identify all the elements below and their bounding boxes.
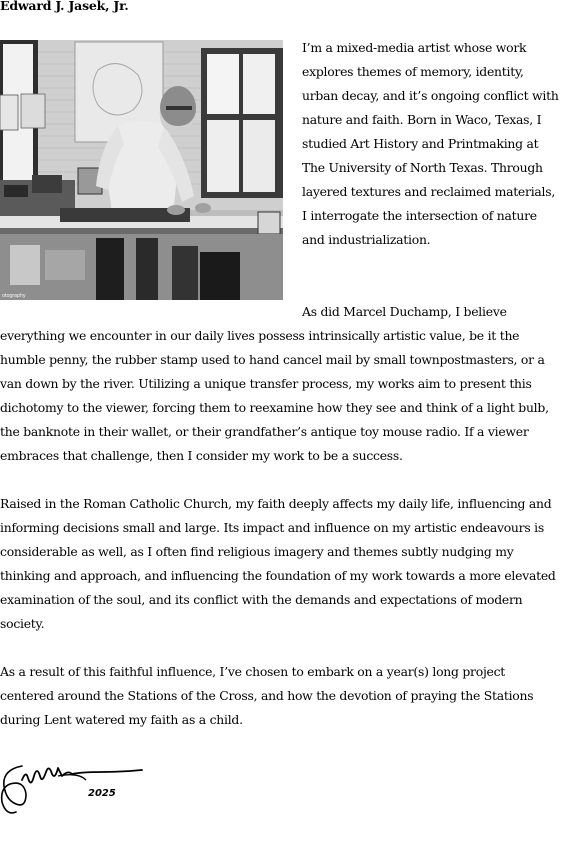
- paragraph-faith: Raised in the Roman Catholic Church, my faith deeply affects my daily life, influencing and informing decisions small and large. Its impact and influence on my artistic endeavours is considerable as well, as I often find religious imagery and themes subtly nudging my thinking and approach, and influencing the foundation of my work towards a more elevated examination of the soul, and its conflict with the demands and expectations of modern society.: [0, 496, 556, 631]
- signature-year: 2025: [88, 788, 116, 799]
- paragraph-duchamp: As did Marcel Duchamp, I believe everything we encounter in our daily lives possess intrinsically artistic value, be it the humble penny, the rubber stamp used to hand cancel mail by small townpostmasters, or a van down by the river. Utilizing a unique transfer process, my works aim to present this dichotomy to the viewer, forcing them to reexamine how they see and think of a light bulb, the banknote in their wallet, or their grandfather’s antique toy mouse radio. If a viewer embraces that challenge, then I consider my work to be a success.: [0, 304, 549, 463]
- artist-photo: [0, 40, 283, 300]
- artist-signature: [0, 758, 150, 816]
- paragraph-stations: As a result of this faithful influence, I’ve chosen to embark on a year(s) long project centered around the Stations of the Cross, and how the devotion of praying the Stations during Lent watered my faith as a child.: [0, 664, 534, 727]
- author-name: Edward J. Jasek, Jr.: [0, 0, 129, 13]
- paragraph-intro: I’m a mixed-media artist whose work explores themes of memory, identity, urban decay, and it’s ongoing conflict with nature and faith. Born in Waco, Texas, I studied Art History and Printmaking at The University of North Texas. Through layered textures and reclaimed materials, I interrogate the intersection of nature and industrialization.: [302, 40, 559, 247]
- photo-credit: otography: [2, 293, 26, 299]
- artist-statement: [0, 36, 562, 756]
